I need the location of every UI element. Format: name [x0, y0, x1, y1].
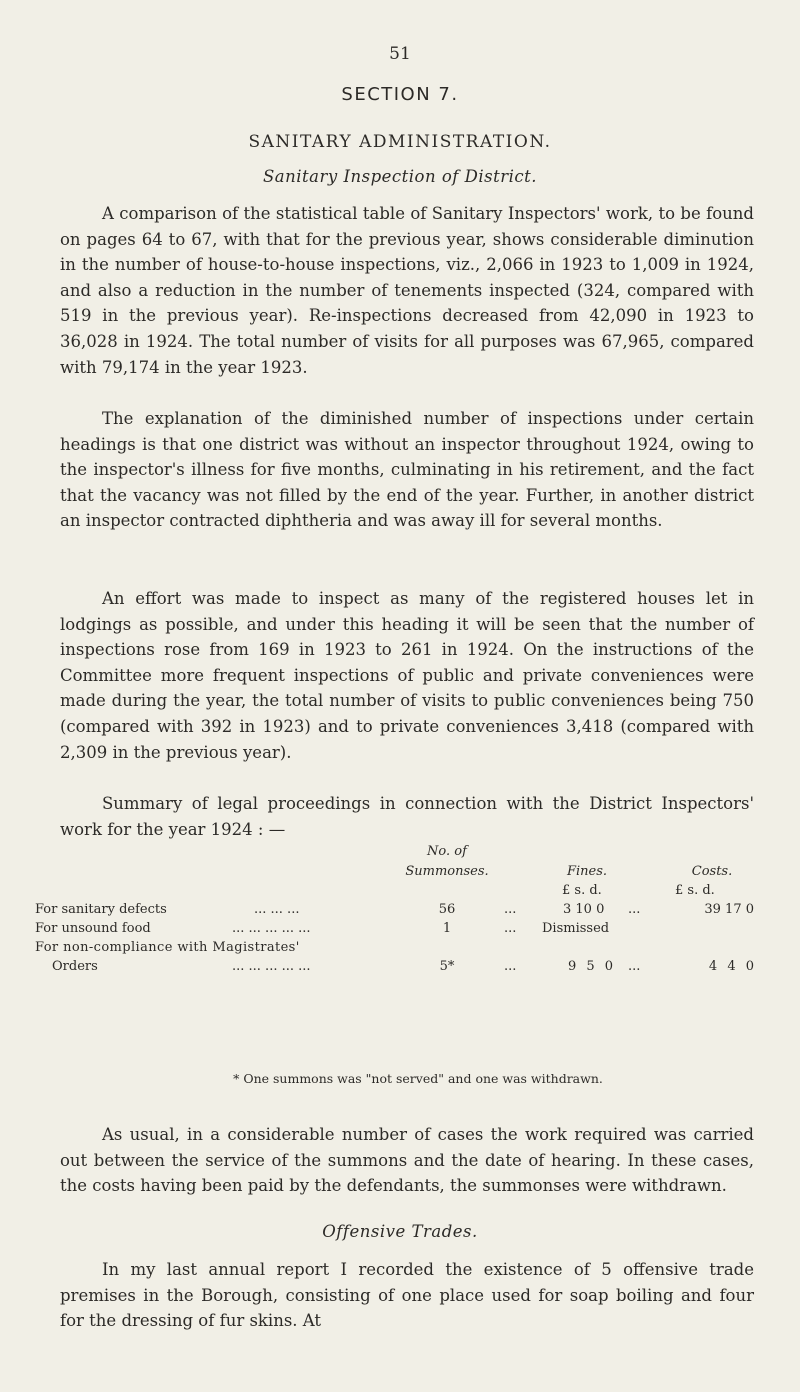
paragraph-summary-intro: Summary of legal proceedings in connection with the District Inspectors' work for the year 1924 : —: [60, 794, 754, 839]
paragraph-comparison: A comparison of the statistical table of Sanitary Inspectors' work, to be found on pages 64 to 67, with that for the previous year, shows considerable diminution in the number of house-to-house inspections, viz., 2,066 in 1923 to 1,009 in 1924, and also a reduction in the number of tenements inspected (324, compared with 519 in the previous year). Re-inspections decreased from 42,090 in 1923 to 36,028 in 1924. The total number of visits for all purposes was 67,965, compared with 79,174 in the year 1923.: [60, 204, 754, 377]
row-leader: ... ... ... ... ...: [232, 921, 311, 936]
row-fines: 3 10 0: [563, 902, 605, 917]
paragraph-explanation: The explanation of the diminished number of inspections under certain headings is that one district was without an inspector throughout 1924, owing to the inspector's illness for five months, culminating in his retirement, and the fact that the vacancy was not filled by the end of the year. Further, in another district an inspector contracted diphtheria and was away ill for several months.: [60, 409, 754, 531]
row-summonses: 1: [442, 921, 452, 936]
page-number: 51: [389, 44, 411, 64]
paragraph-lodgings: An effort was made to inspect as many of the registered houses let in lodgings as possible, and under this heading it will be seen that the number of inspections rose from 169 in 1923 to 261 in 1924. On the instructions of the Committee more frequent inspections of public and private conveniences were made during the year, the total number of visits to public conveniences being 750 (compared with 392 in 1923) and to private conveniences 3,418 (compared with 2,309 in the previous year).: [60, 589, 754, 762]
row-separator: ...: [628, 902, 641, 917]
row-costs: 39 17 0: [704, 902, 754, 917]
row-separator: ...: [504, 902, 517, 917]
paragraph-after-table: As usual, in a considerable number of cases the work required was carried out between the service of the summons and the date of hearing. In these cases, the costs having been paid by the defendants, the summonses were withdrawn.: [60, 1125, 754, 1196]
row-separator: ...: [504, 959, 517, 974]
row-fines: Dismissed: [542, 921, 610, 936]
subheading-sanitary-inspection: Sanitary Inspection of District.: [262, 167, 538, 186]
header-summonses-line2: Summonses.: [405, 864, 489, 879]
legal-proceedings-table: [32, 844, 762, 1050]
section-title: SANITARY ADMINISTRATION.: [248, 132, 552, 152]
subheading-offensive-trades: Offensive Trades.: [322, 1222, 478, 1241]
row-label: For non-compliance with Magistrates': [35, 940, 300, 955]
header-summonses-line1: No. of: [427, 844, 467, 859]
row-summonses: 5*: [439, 959, 455, 974]
units-fines: £ s. d.: [562, 883, 602, 898]
row-leader: ... ... ...: [254, 902, 300, 917]
header-costs: Costs.: [691, 864, 733, 879]
row-label-continued: Orders: [52, 959, 98, 974]
row-separator: ...: [628, 959, 641, 974]
paragraph-offensive-trades: In my last annual report I recorded the existence of 5 offensive trade premises in the Borough, consisting of one place used for soap boiling and four for the dressing of fur skins. At: [60, 1260, 754, 1331]
row-label: For sanitary defects: [35, 902, 167, 917]
row-leader: ... ... ... ... ...: [232, 959, 311, 974]
row-label: For unsound food: [35, 921, 151, 936]
header-fines: Fines.: [566, 864, 608, 879]
row-fines: 9 5 0: [568, 959, 614, 974]
row-separator: ...: [504, 921, 517, 936]
section-heading: SECTION 7.: [341, 84, 459, 105]
row-summonses: 56: [438, 902, 456, 917]
row-costs: 4 4 0: [708, 959, 754, 974]
table-footnote: * One summons was "not served" and one was withdrawn.: [233, 1071, 603, 1086]
units-costs: £ s. d.: [675, 883, 715, 898]
